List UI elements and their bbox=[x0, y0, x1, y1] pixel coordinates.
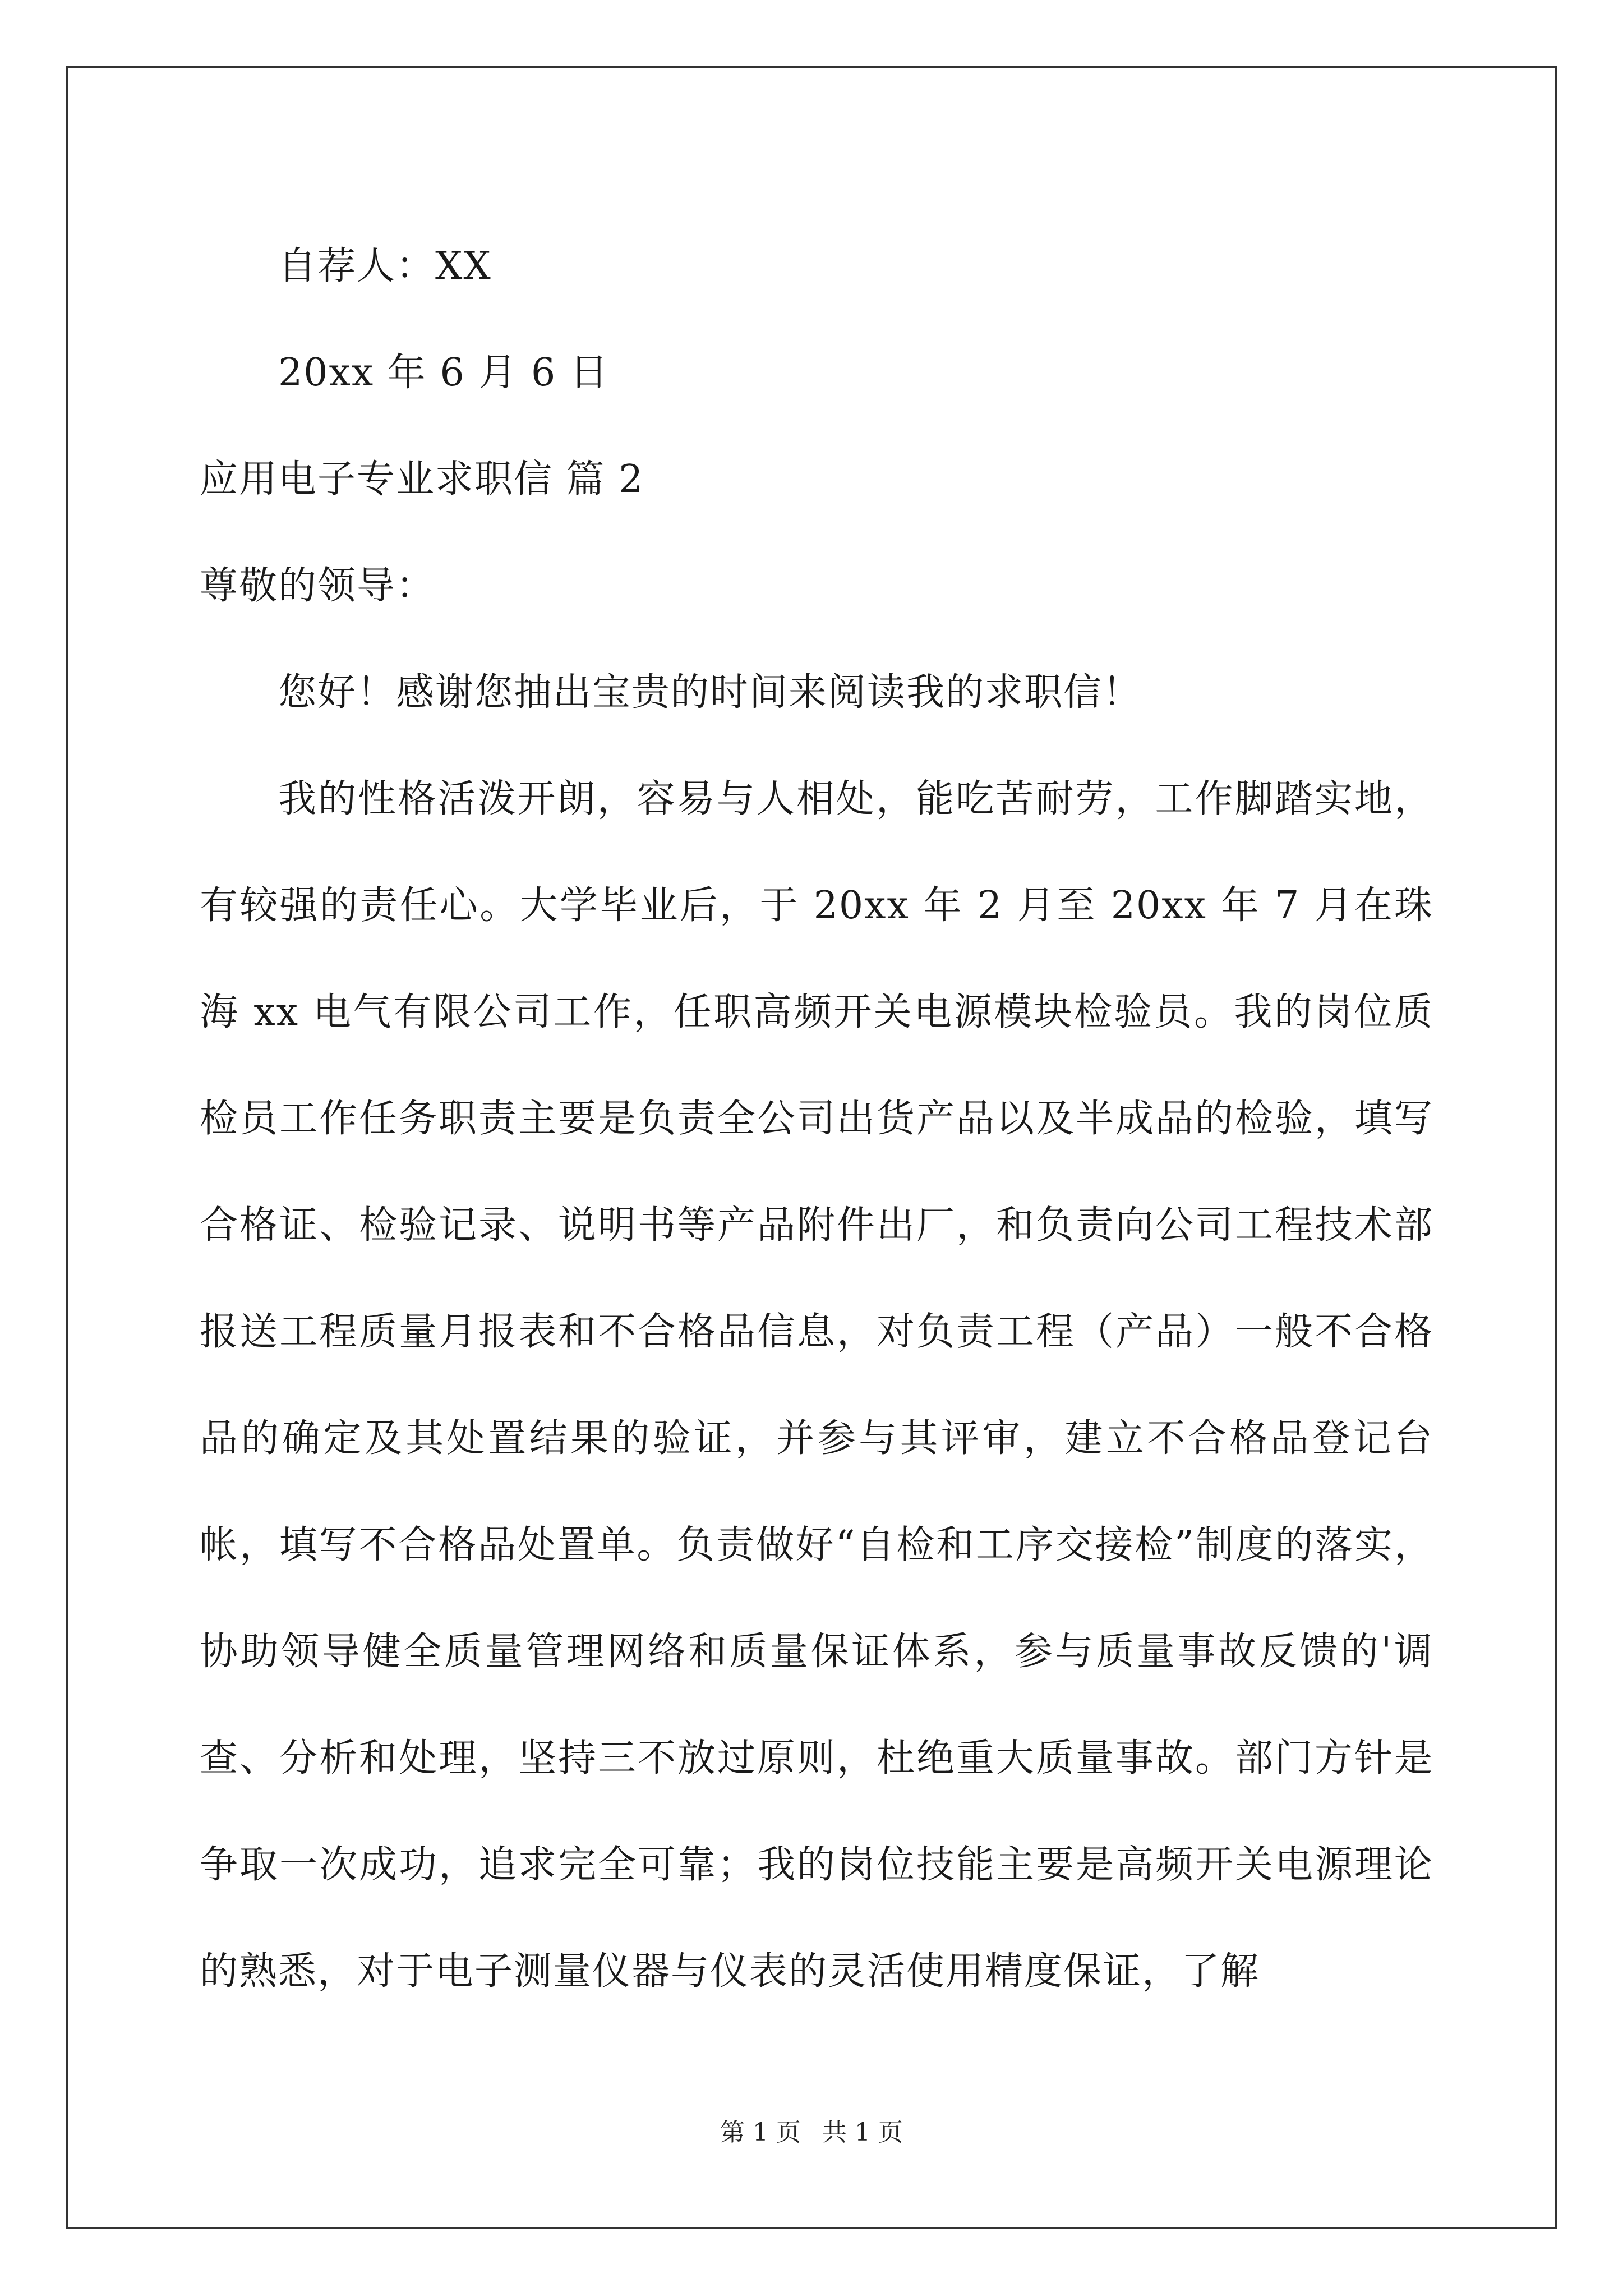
page-number-current: 第 1 页 bbox=[720, 2118, 801, 2147]
section-title: 应用电子专业求职信 篇 2 bbox=[200, 457, 644, 501]
date-line: 20xx 年 6 月 6 日 bbox=[278, 351, 609, 395]
salutation: 尊敬的领导： bbox=[200, 564, 436, 608]
document-body bbox=[200, 213, 1433, 2025]
recommender-line: 自荐人：XX bbox=[278, 244, 492, 288]
greeting: 您好！感谢您抽出宝贵的时间来阅读我的求职信！ bbox=[278, 670, 1142, 715]
page-footer bbox=[0, 2112, 1623, 2148]
page-number-total: 共 1 页 bbox=[822, 2118, 903, 2147]
body-paragraph: 我的性格活泼开朗，容易与人相处，能吃苦耐劳，工作脚踏实地，有较强的责任心。大学毕业后，于 20xx 年 2 月至 20xx 年 7 月在珠海 xx 电气有限公司工作，任职高频开关电源模块检验员。我的岗位质检员工作任务职责主要是负责全公司出货产品以及半成品的检验，填写合格证、检验记录、说明书等产品附件出厂，和负责向公司工程技术部报送工程质量月报表和不合格品信息，对负责工程（产品）一般不合格品的确定及其处置结果的验证，并参与其评审，建立不合格品登记台帐，填写不合格品处置单。负责做好“自检和工序交接检”制度的落实，协助领导健全质量管理网络和质量保证体系，参与质量事故反馈的'调查、分析和处理，坚持三不放过原则，杜绝重大质量事故。部门方针是争取一次成功，追求完全可靠；我的岗位技能主要是高频开关电源理论的熟悉，对于电子测量仪器与仪表的灵活使用精度保证，了解 bbox=[200, 777, 1433, 1994]
